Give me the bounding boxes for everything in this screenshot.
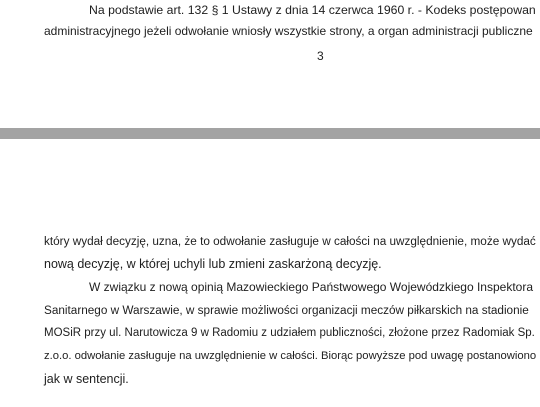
document-page-bottom — [0, 139, 540, 407]
text-line: Na podstawie art. 132 § 1 Ustawy z dnia 14 czerwca 1960 r. - Kodeks postępowan — [89, 3, 536, 17]
text-line: jak w sentencji. — [44, 372, 129, 386]
page-number: 3 — [317, 49, 324, 63]
text-line: z.o.o. odwołanie zasługuje na uwzględnienie w całości. Biorąc powyższe pod uwagę postanowiono — [44, 350, 537, 362]
text-line: administracyjnego jeżeli odwołanie wniosły wszystkie strony, a organ administracji publiczne — [44, 24, 533, 38]
page-separator — [0, 128, 540, 139]
text-line: MOSiR przy ul. Narutowicza 9 w Radomiu z udziałem publiczności, złożone przez Radomiak Sp. — [44, 327, 535, 339]
document-page-top — [0, 0, 540, 128]
text-line: W związku z nową opinią Mazowieckiego Państwowego Wojewódzkiego Inspektora — [89, 280, 533, 294]
text-line: Sanitarnego w Warszawie, w sprawie możliwości organizacji meczów piłkarskich na stadionie — [44, 304, 529, 317]
text-line: który wydał decyzję, uzna, że to odwołanie zasługuje w całości na uwzględnienie, może wydać — [44, 235, 536, 248]
text-line: nową decyzję, w której uchyli lub zmieni zaskarżoną decyzję. — [44, 257, 382, 271]
